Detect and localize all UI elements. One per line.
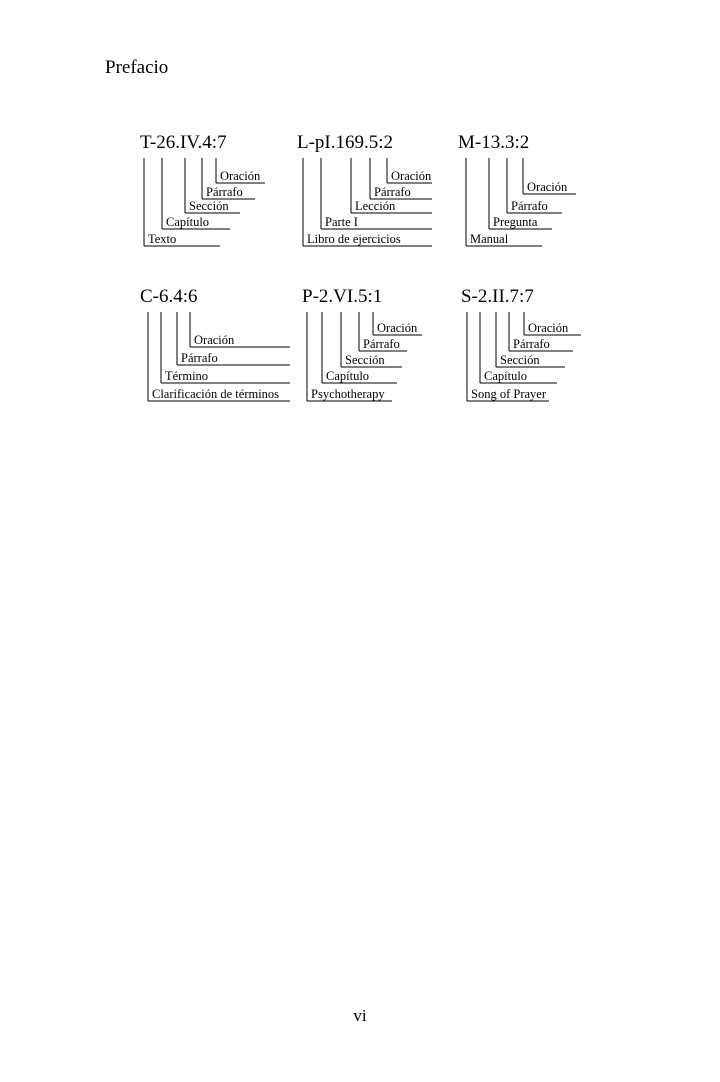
citation-part-label: Oración bbox=[377, 321, 418, 335]
citation-part-label: Párrafo bbox=[511, 199, 548, 213]
citation-part-label: Sección bbox=[189, 199, 229, 213]
bracket-lines bbox=[297, 133, 457, 263]
citation-part-label: Parte I bbox=[325, 215, 358, 229]
bracket-lines bbox=[461, 287, 606, 417]
citation-part-label: Párrafo bbox=[513, 337, 550, 351]
citation-part-label: Texto bbox=[148, 232, 177, 246]
citation-code: M-13.3:2 bbox=[458, 132, 530, 153]
citation-code: C-6.4:6 bbox=[140, 286, 198, 307]
citation-part-label: Libro de ejercicios bbox=[307, 232, 401, 246]
citation-part-label: Capítulo bbox=[326, 369, 370, 383]
citation-part-label: Sección bbox=[345, 353, 385, 367]
citation-part-label: Término bbox=[165, 369, 209, 383]
citation-part-label: Oración bbox=[527, 180, 568, 194]
citation-part-label: Párrafo bbox=[363, 337, 400, 351]
bracket-lines bbox=[302, 287, 447, 417]
citation-part-label: Lección bbox=[355, 199, 396, 213]
citation-part-label: Párrafo bbox=[374, 185, 411, 199]
page-number: vi bbox=[353, 1006, 367, 1025]
bracket-lines bbox=[458, 133, 603, 263]
running-header: Prefacio bbox=[105, 57, 169, 78]
citation-code: T-26.IV.4:7 bbox=[140, 132, 227, 153]
citation-part-label: Párrafo bbox=[181, 351, 218, 365]
bracket-lines bbox=[140, 287, 315, 417]
citation-part-label: Capítulo bbox=[166, 215, 210, 229]
citation-code: S-2.II.7:7 bbox=[461, 286, 534, 307]
citation-code: L-pI.169.5:2 bbox=[297, 132, 394, 153]
citation-part-label: Párrafo bbox=[206, 185, 243, 199]
citation-part-label: Psychotherapy bbox=[311, 387, 385, 401]
citation-part-label: Oración bbox=[391, 169, 432, 183]
citation-part-label: Manual bbox=[470, 232, 509, 246]
bracket-lines bbox=[140, 133, 290, 263]
citation-part-label: Oración bbox=[528, 321, 569, 335]
citation-part-label: Clarificación de términos bbox=[152, 387, 280, 401]
citation-part-label: Oración bbox=[220, 169, 261, 183]
citation-part-label: Capítulo bbox=[484, 369, 528, 383]
citation-part-label: Oración bbox=[194, 333, 235, 347]
citation-code: P-2.VI.5:1 bbox=[302, 286, 383, 307]
citation-part-label: Song of Prayer bbox=[471, 387, 546, 401]
citation-part-label: Sección bbox=[500, 353, 540, 367]
citation-part-label: Pregunta bbox=[493, 215, 538, 229]
